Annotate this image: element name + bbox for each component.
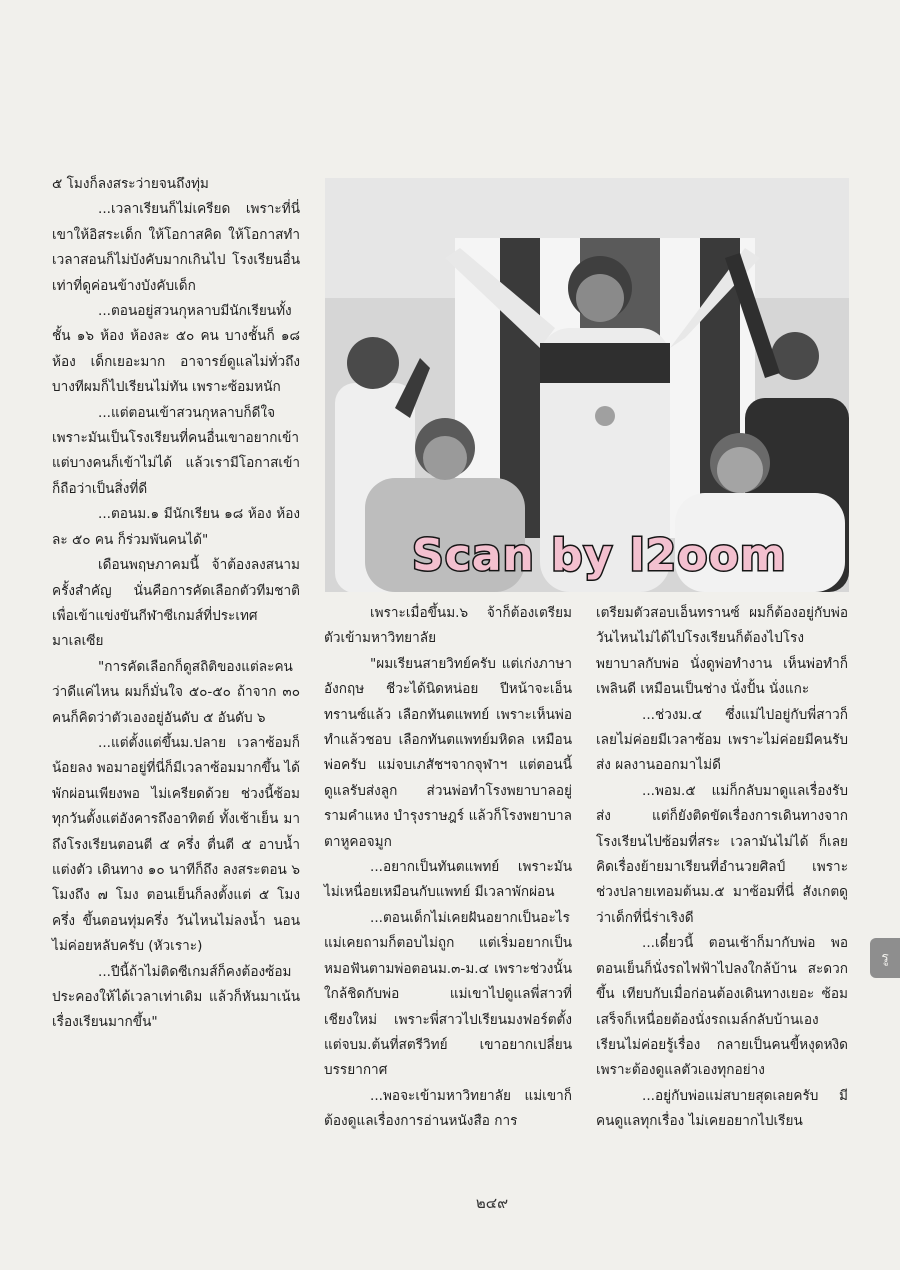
side-tab: รู	[870, 938, 900, 978]
paragraph: ...ตอนอยู่สวนกุหลาบมีนักเรียนทั้งชั้น ๑๖ ห้อง ห้องละ ๕๐ คน บางชั้นก็ ๑๘ ห้อง เด็กเยอะมาก อาจารย์ดูแลไม่ทั่วถึง บางทีผมก็ไปเรียนไม่ทัน เพราะซ้อมหนัก	[52, 303, 300, 396]
paragraph: ...ช่วงม.๔ ซึ่งแม่ไปอยู่กับพี่สาวก็เลยไม่ค่อยมีเวลาซ้อม เพราะไม่ค่อยมีคนรับส่ง ผลงานออกมาไม่ดี	[596, 706, 848, 774]
paragraph: ...พอจะเข้ามหาวิทยาลัย แม่เขาก็ต้องดูแลเรื่องการอ่านหนังสือ การ	[324, 1087, 572, 1130]
paragraph: ...อยากเป็นทันตแพทย์ เพราะมันไม่เหนื่อยเหมือนกับแพทย์ มีเวลาพักผ่อน	[324, 859, 572, 901]
paragraph: เพราะเมื่อขึ้นม.๖ จ้าก็ต้องเตรียมตัวเข้ามหาวิทยาลัย	[324, 605, 572, 647]
paragraph: ...ปีนี้ถ้าไม่ติดซีเกมส์ก็คงต้องซ้อมประคองให้ได้เวลาเท่าเดิม แล้วก็หันมาเน้นเรื่องเรียนมากขึ้น"	[52, 963, 300, 1031]
paragraph: เตรียมตัวสอบเอ็นทรานซ์ ผมก็ต้องอยู่กับพ่อ วันไหนไม่ได้ไปโรงเรียนก็ต้องไปโรงพยาบาลกับพ่อ นั่งดูพ่อทำงาน เห็นพ่อทำก็เพลินดี เหมือนเป็นช่าง นั่งปั้น นั่งแกะ	[596, 605, 848, 698]
text-column-middle	[324, 601, 572, 1135]
paragraph: ...แต่ตั้งแต่ขึ้นม.ปลาย เวลาซ้อมก็น้อยลง พอมาอยู่ที่นี่ก็มีเวลาซ้อมมากขึ้น ได้พักผ่อนเพียงพอ ไม่เครียดด้วย ช่วงนี้ซ้อมทุกวันตั้งแต่อังคารถึงอาทิตย์ ทั้งเช้าเย็น มาถึงโรงเรียนตอนตี ๕ ครึ่ง ตื่นตี ๕ อาบน้ำแต่งตัว เดินทาง ๑๐ นาทีก็ถึง ลงสระตอน ๖ โมงถึง ๗ โมง ตอนเย็นก็ลงตั้งแต่ ๕ โมงครึ่ง ขึ้นตอนทุ่มครึ่ง วันไหนไม่ลงน้ำ นอนไม่ค่อยหลับครับ (หัวเราะ)	[52, 734, 300, 955]
paragraph: ...พอม.๕ แม่ก็กลับมาดูแลเรื่องรับส่ง แต่ก็ยังติดขัดเรื่องการเดินทางจากโรงเรียนไปซ้อมที่สระ เวลามันไม่ได้ ก็เลยคิดเรื่องย้ายมาเรียนที่อำนวยศิลป์ เพราะช่วงปลายเทอมต้นม.๕ มาซ้อมที่นี่ สังเกตดูว่าเด็กที่นี่ร่าเริงดี	[596, 782, 848, 926]
paragraph: "การคัดเลือกก็ดูสถิติของแต่ละคนว่าดีแค่ไหน ผมก็มั่นใจ ๕๐-๕๐ ถ้าจาก ๓๐ คนก็คิดว่าตัวเองอยู่อันดับ ๕ อันดับ ๖	[52, 658, 300, 726]
paragraph: ...เดี๋ยวนี้ ตอนเช้าก็มากับพ่อ พอตอนเย็นก็นั่งรถไฟฟ้าไปลงใกล้บ้าน สะดวกขึ้น เทียบกับเมื่อก่อนต้องเดินทางเยอะ ซ้อมเสร็จก็เหนื่อยต้องนั่งรถเมล์กลับบ้านเอง เรียนไม่ค่อยรู้เรื่อง กลายเป็นคนขี้หงุดหงิด เพราะต้องดูแลตัวเองทุกอย่าง	[596, 935, 848, 1079]
paragraph: ...ตอนม.๑ มีนักเรียน ๑๘ ห้อง ห้องละ ๕๐ คน ก็ร่วมพันคนได้"	[52, 506, 300, 548]
text-column-right	[596, 601, 848, 1135]
paragraph: ๕ โมงก็ลงสระว่ายจนถึงทุ่ม	[52, 176, 209, 192]
paragraph: "ผมเรียนสายวิทย์ครับ แต่เก่งภาษาอังกฤษ ชีวะได้นิดหน่อย ปีหน้าจะเอ็นทรานซ์แล้ว เลือกทันตแพทย์ เพราะเห็นพ่อทำแล้วชอบ เลือกทันตแพทย์มหิดล เหมือนพ่อครับ แม่จบเภสัชฯจากจุฬาฯ แต่ตอนนี้ดูแลรับส่งลูก ส่วนพ่อทำโรงพยาบาลอยู่รามคำแหง บำรุงราษฎร์ แล้วก็โรงพยาบาลตาหูคอจมูก	[324, 655, 572, 850]
paragraph: ...แต่ตอนเข้าสวนกุหลาบก็ดีใจเพราะมันเป็นโรงเรียนที่คนอื่นเขาอยากเข้า แต่บางคนก็เข้าไม่ได้ แล้วเรามีโอกาสเข้า ก็ถือว่าเป็นสิ่งที่ดี	[52, 404, 300, 497]
paragraph: ...ตอนเด็กไม่เคยฝันอยากเป็นอะไร แม่เคยถามก็ตอบไม่ถูก แต่เริ่มอยากเป็นหมอฟันตามพ่อตอนม.๓-ม.๔ เพราะช่วงนั้นใกล้ชิดกับพ่อ แม่เขาไปดูแลพี่สาวที่เชียงใหม่ เพราะพี่สาวไปเรียนมงฟอร์ตตั้งแต่จบม.ต้นที่สตรีวิทย์ เขาอยากเปลี่ยนบรรยากาศ	[324, 909, 572, 1079]
paragraph: ...เวลาเรียนก็ไม่เครียด เพราะที่นี่เขาให้อิสระเด็ก ให้โอกาสคิด ให้โอกาสทำ เวลาสอนก็ไม่บังคับมากเกินไป โรงเรียนอื่นเท่าที่ดูค่อนข้างบังคับเด็ก	[52, 201, 300, 294]
text-column-left	[52, 172, 300, 1036]
paragraph: ...อยู่กับพ่อแม่สบายสุดเลยครับ มีคนดูแลทุกเรื่อง ไม่เคยอยากไปเรียน	[596, 1087, 848, 1130]
scan-watermark: Scan by l2oom	[412, 530, 787, 581]
page-number: ๒๔๙	[475, 1194, 509, 1212]
paragraph: เดือนพฤษภาคมนี้ จ้าต้องลงสนามครั้งสำคัญ นั่นคือการคัดเลือกตัวทีมชาติเพื่อเข้าแข่งขันกีฬาซีเกมส์ที่ประเทศมาเลเซีย	[52, 557, 300, 650]
